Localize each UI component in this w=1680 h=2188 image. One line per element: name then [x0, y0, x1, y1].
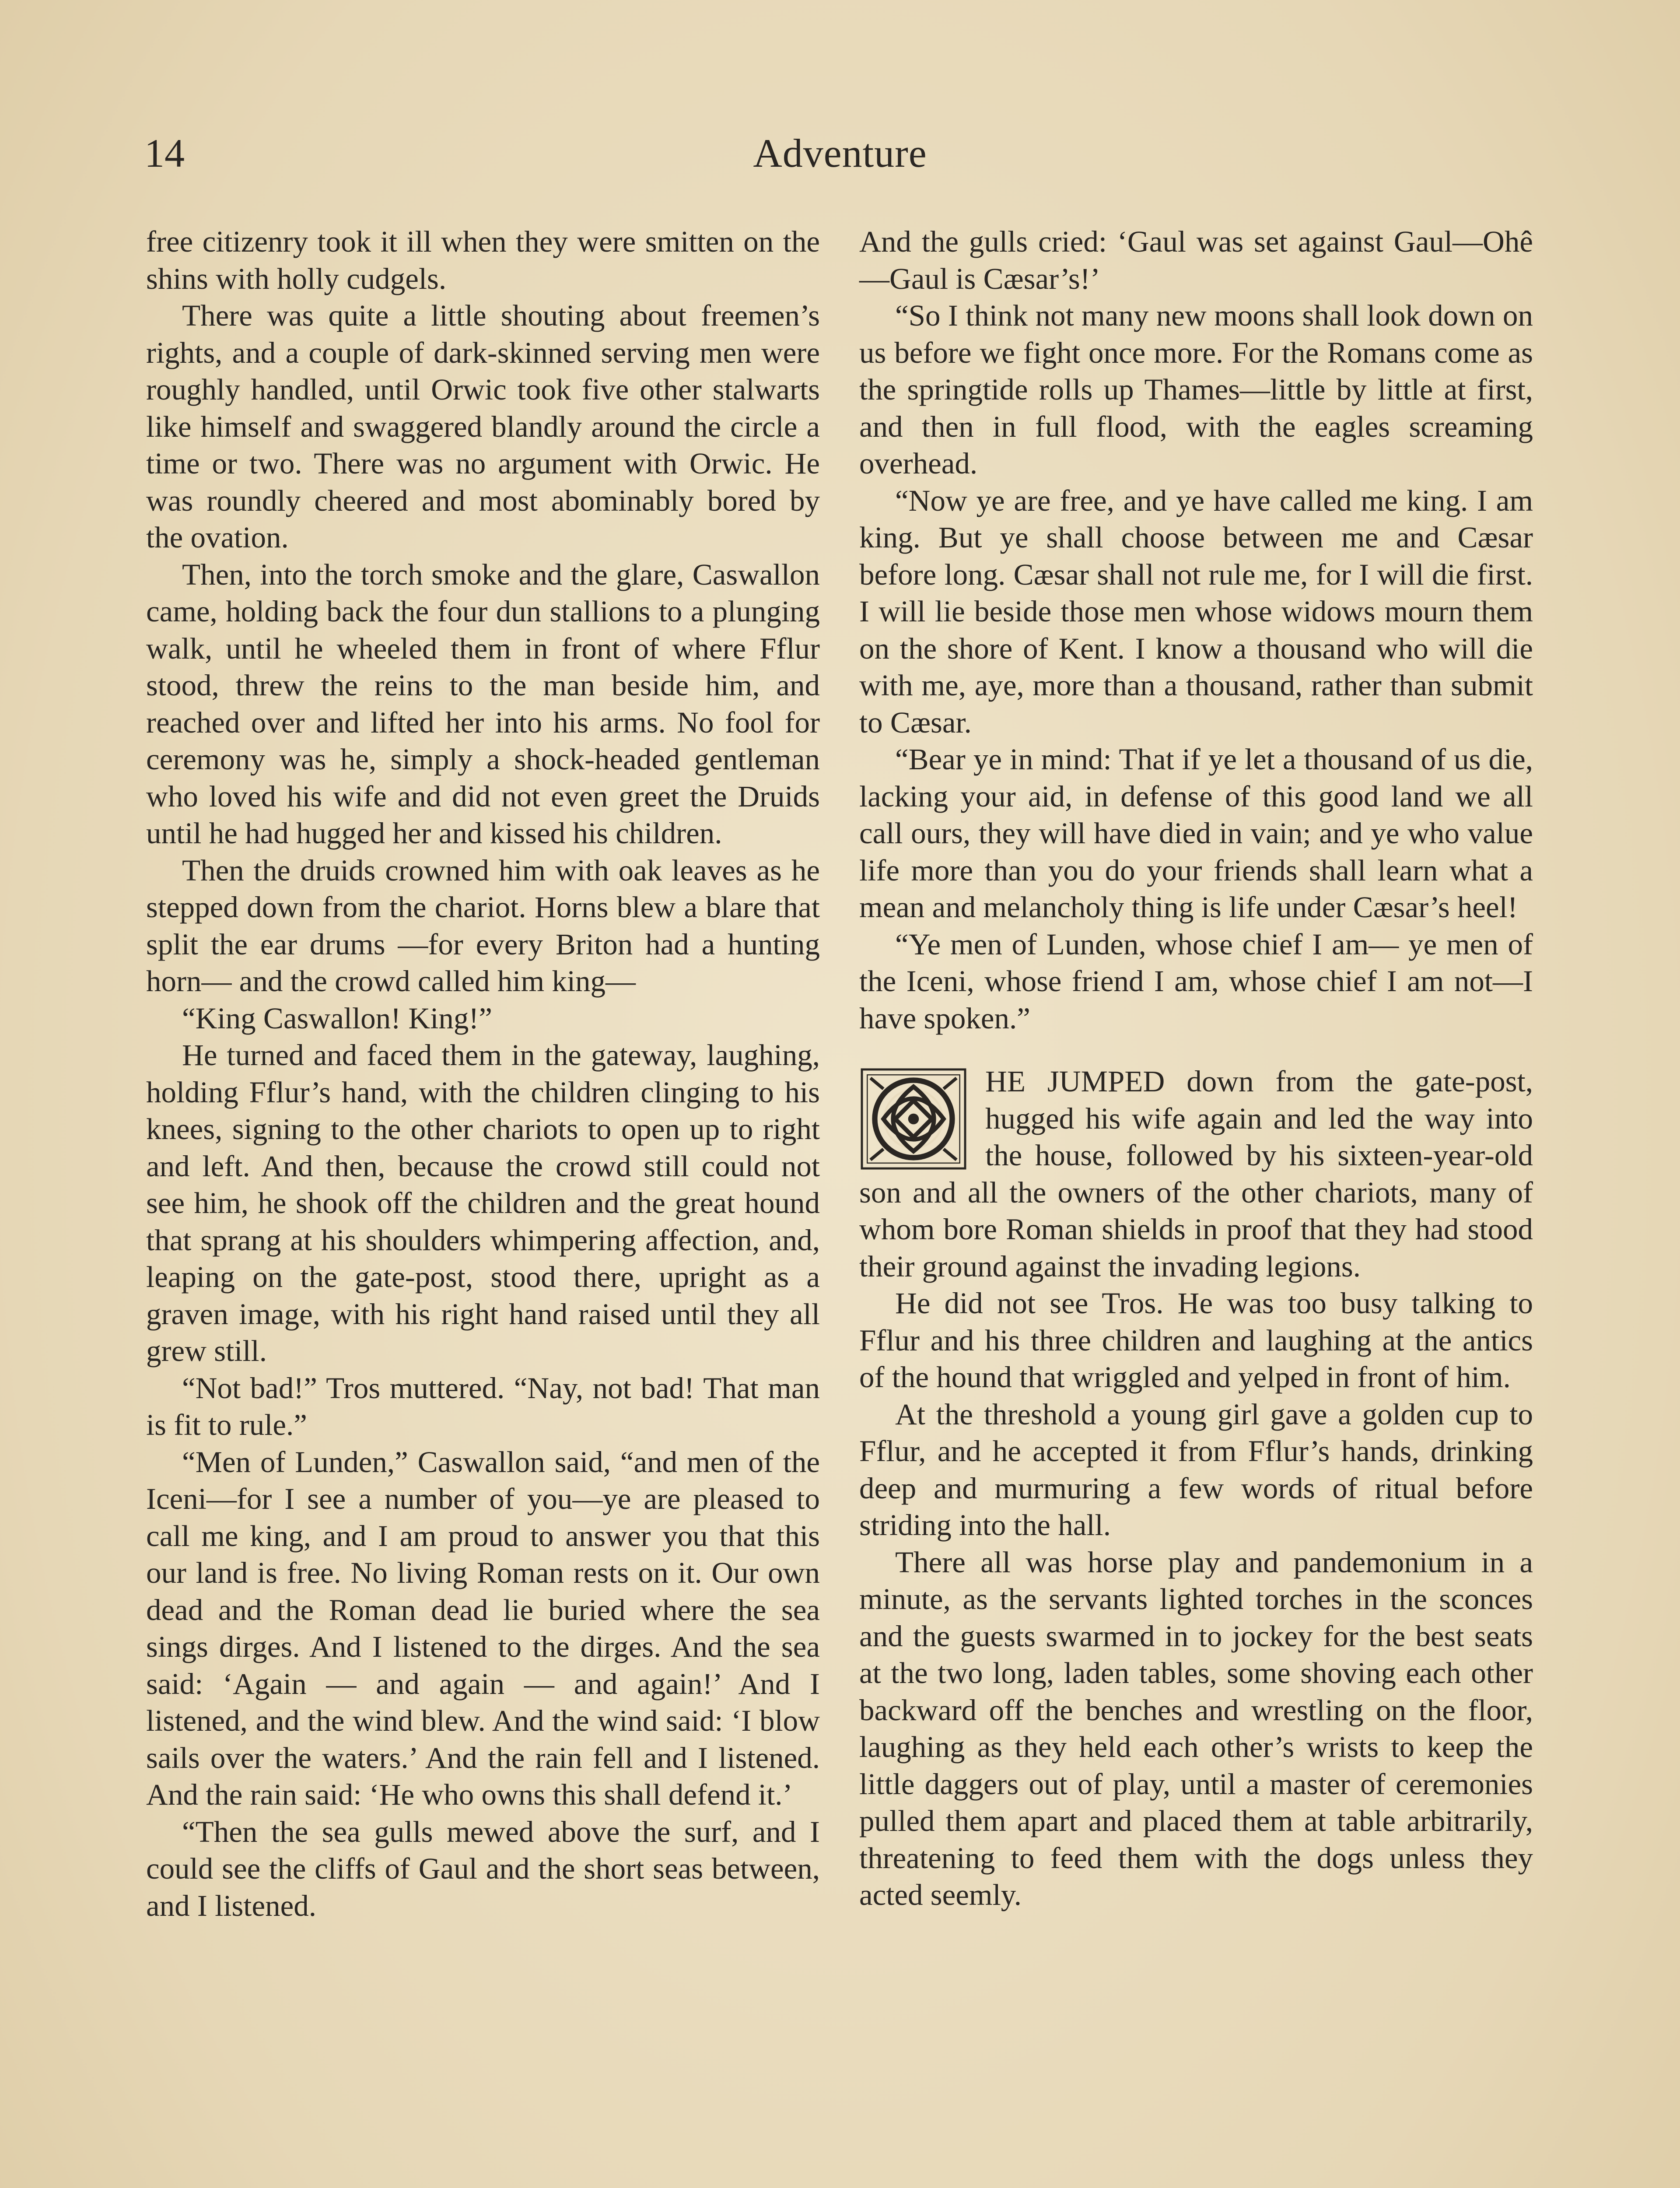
left-column [146, 223, 820, 1924]
paragraph: Then the druids crowned him with oak leaves as he stepped down from the chariot. Horns blew a blare that split the ear drums —for every Briton had a hunting horn— and the crowd called him king— [146, 853, 820, 998]
page-number: 14 [144, 131, 185, 175]
section-opening-text: HE JUMPED down from the gate-post, hugged his wife again and led the way into the house, followed by his sixteen-year-old son and all the owners of the other chariots, many of whom bore Roman shields in proof that they had stood their ground against the invading legions. [859, 1065, 1533, 1283]
paragraph: He turned and faced them in the gateway, laughing, holding Fflur’s hand, with the children clinging to his knees, signing to the other chariots to open up to right and left. And then, because the crowd still could not see him, he shook off the children and the great hound that sprang at his shoulders whimpering affection, and, leaping on the gate-post, stood there, upright as a graven image, with his right hand raised until they all grew still. [146, 1038, 820, 1368]
paragraph: Then, into the torch smoke and the glare, Caswallon came, holding back the four dun stallions to a plunging walk, until he wheeled them in front of where Fflur stood, threw the reins to the man beside him, and reached over and lifted her into his arms. No fool for ceremony was he, simply a shock-headed gentleman who loved his wife and did not even greet the Druids until he had hugged her and kissed his children. [146, 558, 820, 850]
section-opening-paragraph [859, 1063, 1533, 1285]
section-break [859, 1037, 1533, 1063]
paragraph: He did not see Tros. He was too busy talking to Fflur and his three children and laughing at the antics of the hound that wriggled and yelped in front of him. [859, 1287, 1533, 1394]
paragraph: “Then the sea gulls mewed above the surf, and I could see the cliffs of Gaul and the short seas between, and I listened. [146, 1815, 820, 1922]
paragraph: “Ye men of Lunden, whose chief I am— ye men of the Iceni, whose friend I am, whose chief I am not—I have spoken.” [859, 927, 1533, 1035]
paragraph: “Not bad!” Tros muttered. “Nay, not bad! That man is fit to rule.” [146, 1371, 820, 1441]
paragraph: “Bear ye in mind: That if ye let a thousand of us die, lacking your aid, in defense of this good land we all call ours, they will have died in vain; and ye who value life more than you do your friends shall learn what a mean and melancholy thing is life under Cæsar’s heel! [859, 743, 1533, 924]
paragraph: “So I think not many new moons shall look down on us before we fight once more. For the Romans come as the springtide rolls up Thames—little by little at first, and then in full flood, with the eagles screaming overhead. [859, 299, 1533, 480]
magazine-title: Adventure [753, 131, 927, 175]
paragraph: “Men of Lunden,” Caswallon said, “and men of the Iceni—for I see a number of you—ye are pleased to call me king, and I am proud to answer you that this our land is free. No living Roman rests on it. Our own dead and the Roman dead lie buried where the sea sings dirges. And I listened to the dirges. And the sea said: ‘Again — and again — and again!’ And I listened, and the wind blew. And the wind said: ‘I blow sails over the waters.’ And the rain fell and I listened. And the rain said: ‘He who owns this shall defend it.’ [146, 1445, 820, 1811]
paragraph: And the gulls cried: ‘Gaul was set against Gaul—Ohê—Gaul is Cæsar’s!’ [859, 225, 1533, 295]
paragraph: free citizenry took it ill when they were smitten on the shins with holly cudgels. [146, 225, 820, 295]
paragraph: At the threshold a young girl gave a golden cup to Fflur, and he accepted it from Fflur’s hands, drinking deep and murmuring a few words of ritual before striding into the hall. [859, 1397, 1533, 1542]
paragraph: “King Caswallon! King!” [182, 1001, 493, 1035]
paragraph: There was quite a little shouting about freemen’s rights, and a couple of dark-skinned serving men were roughly handled, until Orwic took five other stalwarts like himself and swaggered blandly around the circle a time or two. There was no argument with Orwic. He was roundly cheered and most abominably bored by the ovation. [146, 299, 820, 554]
paragraph: There all was horse play and pandemonium in a minute, as the servants lighted torches in the sconces and the guests swarmed in to jockey for the best seats at the two long, laden tables, some shoving each other backward off the benches and wrestling on the floor, laughing as they held each other’s wrists to keep the little daggers out of play, until a master of ceremonies pulled them apart and placed them at table arbitrarily, threatening to feed them with the dogs unless they acted seemly. [859, 1545, 1533, 1911]
paragraph: “Now ye are free, and ye have called me king. I am king. But ye shall choose between me and Cæsar before long. Cæsar shall not rule me, for I will die first. I will lie beside those men whose widows mourn them on the shore of Kent. I know a thousand who will die with me, aye, more than a thousand, rather than submit to Cæsar. [859, 484, 1533, 739]
running-head [144, 127, 1536, 193]
right-column [859, 223, 1533, 1914]
celtic-knot-icon [859, 1067, 968, 1171]
